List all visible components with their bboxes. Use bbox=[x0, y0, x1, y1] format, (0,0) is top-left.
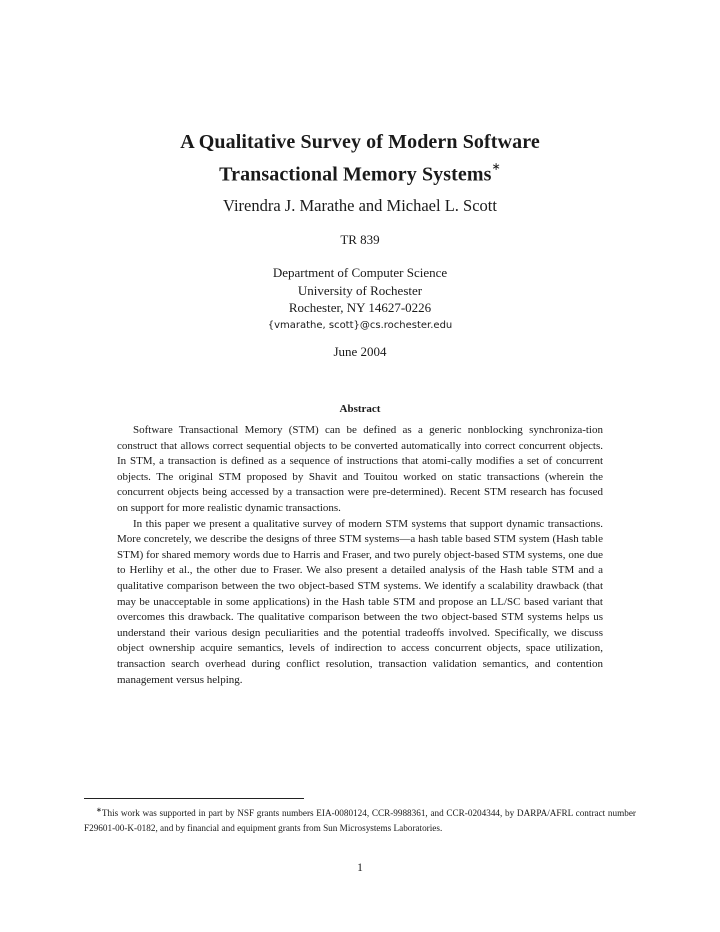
department: Department of Computer Science bbox=[272, 265, 448, 280]
address: Rochester, NY 14627-0226 bbox=[288, 300, 432, 315]
affiliation bbox=[0, 264, 720, 334]
title-line-2: Transactional Memory Systems∗ bbox=[219, 161, 501, 186]
footnote-marker: ∗ bbox=[96, 806, 102, 814]
abstract-paragraph-1: Software Transactional Memory (STM) can be defined as a generic nonblocking synchroniza-tion construct that allows correct sequential objects to be converted automatically into correct concurrent objects. In STM, a transaction is defined as a sequence of instructions that atomi-cally modifies a set of concurrent objects. The original STM proposed by Shavit and Touitou worked on static transactions (wherein the concurrent objects being accessed by a transaction were pre-determined). Recent STM research has focused on support for more realistic dynamic transactions. bbox=[117, 424, 603, 514]
page-number: 1 bbox=[357, 862, 363, 874]
university: University of Rochester bbox=[297, 282, 423, 298]
date: June 2004 bbox=[333, 344, 387, 359]
footnote-text: This work was supported in part by NSF grants numbers EIA-0080124, CCR-9988361, and CCR-0204344, by DARPA/AFRL contract number F29601-00-K-0182, and by financial and equipment grants from Sun Microsystems Laboratories. bbox=[84, 808, 636, 833]
abstract-heading: Abstract bbox=[339, 403, 381, 415]
paper-title bbox=[0, 128, 720, 189]
report-number: TR 839 bbox=[340, 232, 380, 247]
email[interactable]: {vmarathe, scott}@cs.rochester.edu bbox=[267, 319, 453, 331]
footnote bbox=[84, 803, 636, 836]
abstract-body bbox=[117, 423, 603, 688]
footnote-divider bbox=[84, 798, 304, 799]
title-footnote-marker[interactable]: ∗ bbox=[491, 161, 501, 173]
abstract-paragraph-2: In this paper we present a qualitative survey of modern STM systems that support dynamic transactions. More concretely, we describe the designs of three STM systems—a hash table based STM system (Hash table STM) for shared memory words due to Harris and Fraser, and two purely object-based STM systems, one due to Herlihy et al., the other due to Fraser. We also present a detailed analysis of the Hash table STM and a qualitative comparison between the two object-based STM systems. We identify a scalability drawback (that may be unacceptable in some applications) in the Hash table STM and propose an LL/SC based variant that overcomes this drawback. The qualitative comparison between the two object-based STM systems helps us understand their various design peculiarities and the potential tradeoffs involved. Specifically, we discuss object ownership acquire semantics, levels of indirection to access concurrent objects, space utilization, transaction search overhead during conflict resolution, transaction validation semantics, and contention management versus helping. bbox=[117, 517, 603, 686]
title-line-1: A Qualitative Survey of Modern Software bbox=[180, 131, 540, 153]
authors: Virendra J. Marathe and Michael L. Scott bbox=[223, 196, 497, 215]
